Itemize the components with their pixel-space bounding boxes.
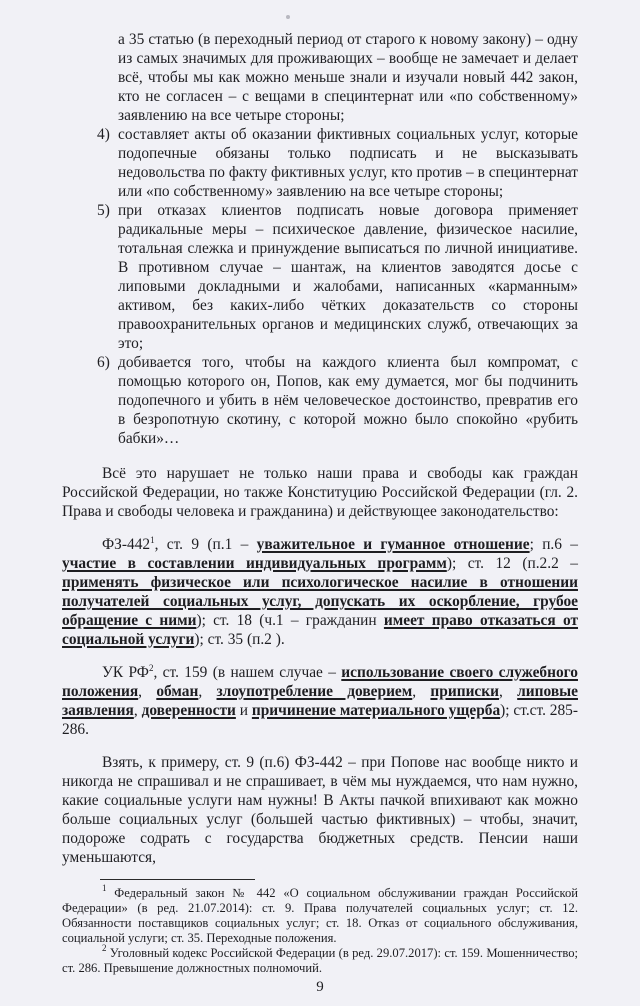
text-run: , ст. 159 (в нашем случае –	[153, 664, 342, 681]
paragraph-violations: Всё это нарушает не только наши права и свободы как граждан Российской Федерации, но также Конституцию Российской Федерации (гл. 2. Права и свободы человека и гражданина) и действующее законодательство:	[62, 465, 578, 520]
emphasis: использование своего служебного положения	[62, 664, 578, 700]
list-item-text: добивается того, чтобы на каждого клиента был компромат, с помощью которого он, Попов, как ему думается, мог бы подчинить подопечного и убить в нём человеческое достоинство, превратив его в безропотную скотину, с которой можно было спокойно «рубить бабки»…	[118, 354, 578, 447]
paragraph-example: Взять, к примеру, ст. 9 (п.6) ФЗ-442 – при Попове нас вообще никто и никогда не спрашивал и не спрашивает, в чём мы нуждаемся, что нам нужно, какие социальные услуги нам нужны! В Акты пачкой впихивают как можно больше социальных услуг (большей частью фиктивных) – чтобы, значит, подороже содрать с государства бюджетных средств. Пенсии наши уменьшаются,	[62, 754, 578, 866]
text-run: ); ст.ст. 285-286.	[62, 702, 578, 738]
paragraph-uk-rf	[62, 663, 578, 739]
footnote-marker: 1	[102, 883, 107, 893]
law-name: УК РФ	[102, 664, 149, 681]
footnote-ref[interactable]: 1	[150, 535, 155, 545]
list-number: 6)	[97, 354, 110, 371]
page-number: 9	[316, 979, 324, 995]
emphasis: имеет право отказаться от социальной услуги	[62, 612, 579, 648]
emphasis: доверенности	[141, 702, 236, 719]
emphasis: приписки	[430, 683, 500, 700]
list-item	[62, 353, 578, 448]
emphasis: обман	[156, 683, 199, 700]
emphasis: липовые заявления	[62, 683, 579, 719]
list-item	[62, 201, 578, 353]
text-run: ,	[138, 683, 157, 700]
footnote-marker: 2	[102, 943, 107, 953]
emphasis: уважительное и гуманное отношение	[256, 536, 530, 553]
text-run: ); ст. 18 (ч.1 – гражданин	[196, 612, 384, 629]
footnote-ref[interactable]: 2	[148, 663, 154, 673]
text-run: ,	[198, 683, 217, 700]
list-item-text: при отказах клиентов подписать новые договора применяет радикальные меры – психическое давление, физическое насилие, тотальная слежка и принуждение выписаться по личной инициативе. В противном случае – шантаж, на клиентов заводятся досье с липовыми докладными и жалобами, написанных «карманным» активом, без каких-либо чётких доказательств со стороны правоохранительных органов и медицинских служб, отвечающих за это;	[118, 202, 578, 352]
paragraph-fz442	[62, 535, 578, 649]
text-run: ,	[133, 702, 142, 719]
emphasis: злоупотребление доверием	[216, 683, 413, 700]
emphasis: причинение материального ущерба	[251, 702, 501, 719]
list-number: 4)	[97, 126, 110, 143]
body-text	[62, 30, 578, 867]
text-run: ); ст. 12 (п.2.2 –	[446, 555, 578, 572]
law-name: ФЗ-442	[102, 536, 151, 553]
footnote-2	[62, 943, 578, 976]
text-run: ; п.6 –	[529, 536, 578, 553]
text-run: и	[235, 702, 252, 719]
list-item-continuation: а 35 статью (в переходный период от старого к новому закону) – одну из самых значимых для проживающих – вообще не замечает и делает всё, чтобы мы как можно меньше знали и изучали новый 442 закон, кто не согласен – с вещами в специнтернат или «по собственному» заявлению на все четыре стороны;	[118, 31, 578, 124]
footnote-separator	[100, 879, 255, 880]
list-item	[62, 125, 578, 201]
footnote-text: Уголовный кодекс Российской Федерации (в ред. 29.07.2017): ст. 159. Мошенничество; ст. 286. Превышение должностных полномочий.	[62, 946, 578, 975]
footnote-text: Федеральный закон № 442 «О социальном обслуживании граждан Российской Федерации» (в ред. 21.07.2014): ст. 9. Права получателей социальных услуг; ст. 12. Обязанности поставщиков социальных услуг; ст. 18. Отказ от социального обслуживания, социальной услуги; ст. 35. Переходные положения.	[62, 886, 578, 945]
text-run: ); ст. 35 (п.2 ).	[194, 631, 285, 648]
text-run: ,	[412, 683, 431, 700]
emphasis: применять физическое или психологическое насилие в отношении получателей социальных услуг, допускать их оскорбление, грубое обращение с ними	[62, 574, 578, 629]
list-number: 5)	[97, 202, 110, 219]
text-run: , ст. 9 (п.1 –	[154, 536, 257, 553]
footnote-1	[62, 883, 578, 946]
footnotes	[62, 883, 578, 976]
emphasis: участие в составлении индивидуальных программ	[62, 555, 447, 572]
scan-speck	[286, 15, 290, 19]
numbered-list	[62, 30, 578, 448]
list-item-text: составляет акты об оказании фиктивных социальных услуг, которые подопечные обязаны только подписать и не высказывать недовольства по факту фиктивных услуг, кто против – в специнтернат или «по собственному» заявлению на все четыре стороны;	[118, 126, 578, 200]
text-run: ,	[499, 683, 518, 700]
